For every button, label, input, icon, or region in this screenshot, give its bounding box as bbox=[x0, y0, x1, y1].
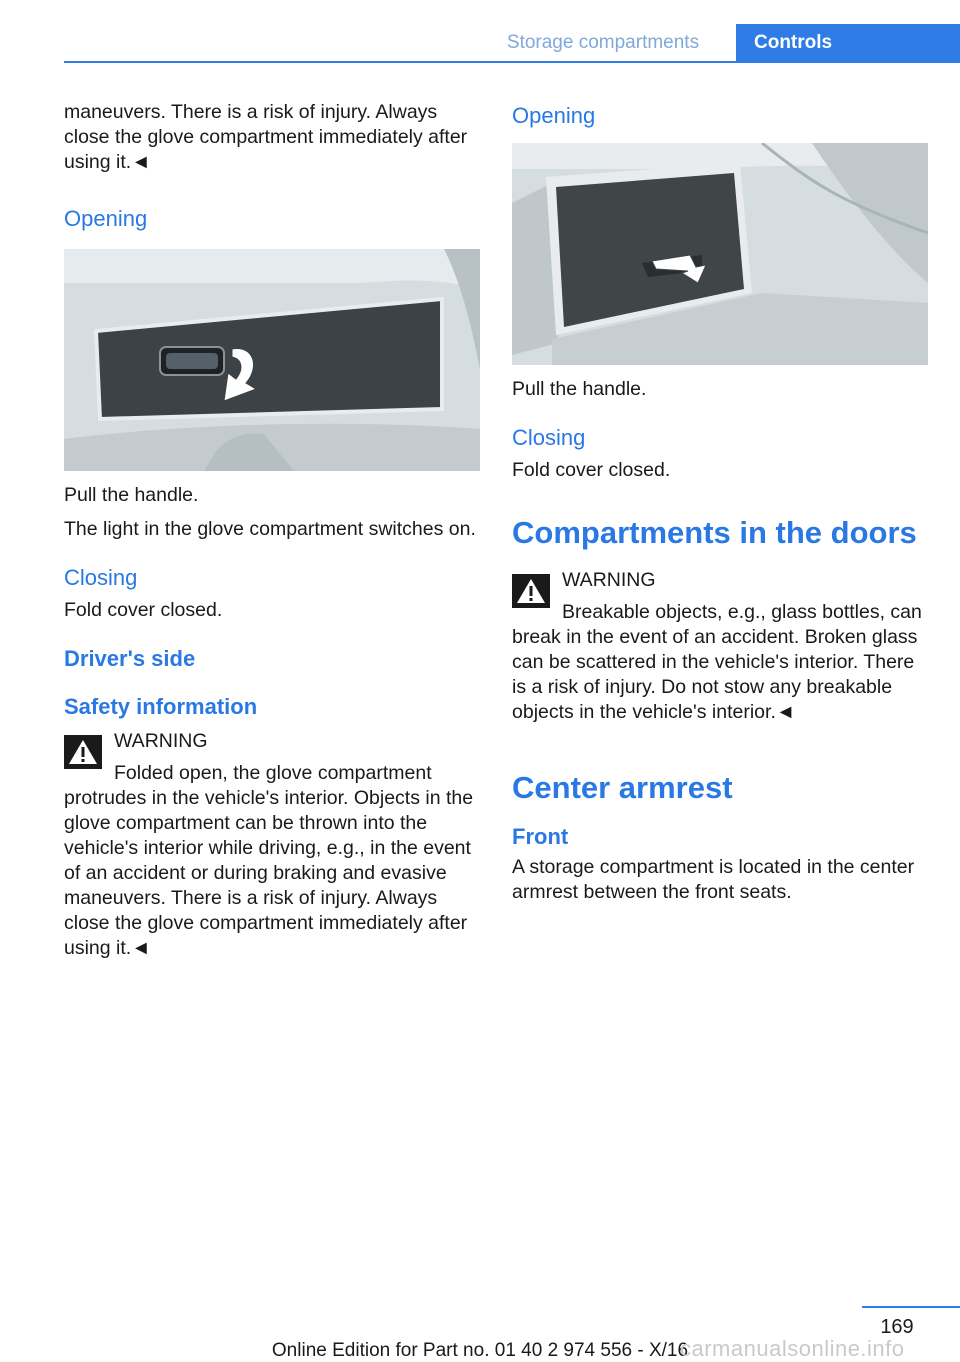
page-number: 169 bbox=[880, 1316, 914, 1338]
header-chapter-tab: Controls bbox=[736, 24, 960, 63]
warning-label-right: WARNING bbox=[562, 569, 656, 591]
opening-heading-right: Opening bbox=[512, 103, 596, 128]
glove-box-handle-illustration bbox=[64, 249, 480, 471]
opening-heading-left: Opening bbox=[64, 206, 148, 231]
watermark: carmanualsonline.info bbox=[680, 1336, 905, 1361]
warning-label-left: WARNING bbox=[114, 730, 208, 752]
light-switches-text: The light in the glove compartment switches on. bbox=[64, 518, 476, 540]
closing-text-left: Fold cover closed. bbox=[64, 599, 223, 621]
front-heading: Front bbox=[512, 824, 569, 849]
right-column bbox=[512, 100, 928, 905]
pull-handle-text-right: Pull the handle. bbox=[512, 378, 647, 400]
closing-text-right: Fold cover closed. bbox=[512, 459, 671, 481]
page-header bbox=[0, 24, 960, 62]
warning-triangle-icon bbox=[64, 735, 102, 769]
header-section-title: Storage compartments bbox=[506, 32, 700, 53]
footer-rule bbox=[862, 1306, 960, 1308]
compartment-handle-illustration bbox=[512, 143, 928, 365]
drivers-side-heading: Driver's side bbox=[64, 646, 196, 671]
left-column bbox=[64, 100, 480, 961]
pull-handle-text-left: Pull the handle. bbox=[64, 484, 199, 506]
warning-triangle-icon bbox=[512, 574, 550, 608]
warning-text-left: Folded open, the glove compartment protrudes in the vehicle's interior. Objects in the glove compartment can be thrown into the vehicle's interior while driving, e.g., in the event of an accident or during braking and evasive maneuvers. There is a risk of injury. Always close the glove compartment immediately after using it.◄ bbox=[64, 762, 474, 959]
closing-heading-right: Closing bbox=[512, 425, 586, 450]
closing-heading-left: Closing bbox=[64, 565, 138, 590]
safety-information-heading: Safety information bbox=[64, 694, 258, 719]
center-armrest-heading: Center armrest bbox=[512, 770, 733, 805]
header-rule bbox=[64, 61, 736, 63]
warning-block-right bbox=[512, 568, 928, 725]
front-armrest-text: A storage compartment is located in the center armrest between the front seats. bbox=[512, 856, 915, 903]
compartments-doors-heading: Compartments in the doors bbox=[512, 515, 917, 550]
edition-footer: Online Edition for Part no. 01 40 2 974 556 - X/16 bbox=[271, 1340, 689, 1361]
continued-warning-text: maneuvers. There is a risk of injury. Always close the glove compartment immediately after using it.◄ bbox=[64, 101, 468, 173]
warning-text-right: Breakable objects, e.g., glass bottles, can break in the event of an accident. Broken glass can be scattered in the vehicle's interior. There is a risk of injury. Do not stow any breakable objects in the vehicle's interior.◄ bbox=[512, 601, 922, 723]
warning-block-left bbox=[64, 729, 480, 961]
